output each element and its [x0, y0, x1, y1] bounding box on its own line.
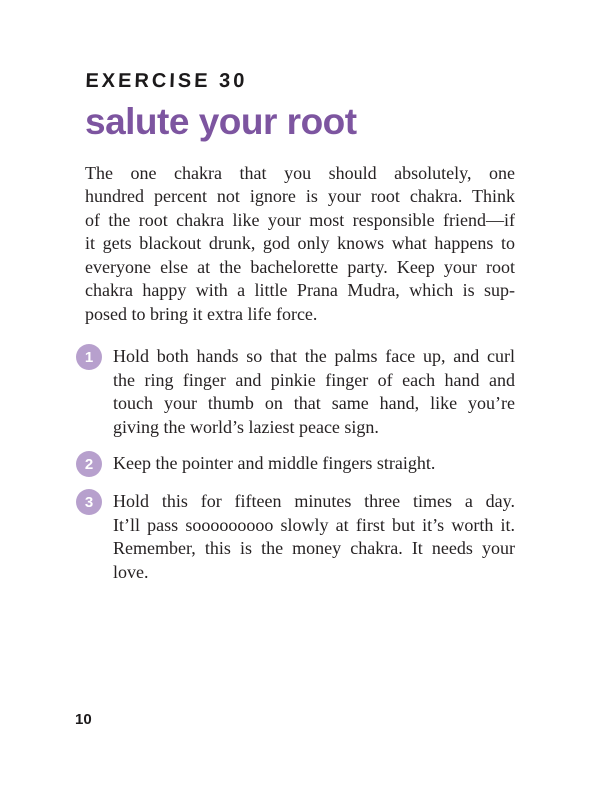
page-title: salute your root [85, 101, 357, 142]
step-line: giving the world’s laziest peace sign. [113, 416, 379, 437]
step-line: Hold both hands so that the palms face up, and curl [113, 346, 515, 367]
step-line: Remember, this is the money chakra. It needs your [113, 538, 515, 559]
intro-line: posed to bring it extra life force. [85, 303, 318, 324]
intro-line: chakra happy with a little Prana Mudra, which is sup- [85, 280, 515, 301]
step-line: It’ll pass sooooooooo slowly at first but it’s worth it. [113, 514, 515, 535]
step-number-badge [76, 451, 102, 477]
step-line: love. [113, 561, 149, 582]
step-number: 3 [84, 493, 94, 511]
step-item-1 [76, 345, 515, 439]
intro-line: hundred percent not ignore is your root chakra. Think [85, 186, 515, 207]
step-number-badge [76, 344, 102, 370]
page-number: 10 [75, 711, 92, 728]
step-text [113, 452, 515, 476]
step-item-2 [76, 452, 515, 477]
intro-line: The one chakra that you should absolutely, one [85, 162, 515, 183]
step-number: 1 [84, 348, 94, 366]
step-line: Hold this for fifteen minutes three times a day. [113, 491, 515, 512]
intro-line: of the root chakra like your most responsible friend—if [85, 209, 515, 230]
step-number: 2 [84, 455, 94, 473]
steps-list [76, 345, 515, 584]
step-text [113, 345, 515, 439]
intro-line: everyone else at the bachelorette party. Keep your root [85, 256, 515, 277]
step-line: touch your thumb on that same hand, like you’re [113, 393, 515, 414]
page-content [85, 0, 515, 597]
exercise-kicker: EXERCISE 30 [85, 70, 248, 92]
step-item-3 [76, 490, 515, 584]
step-line: the ring finger and pinkie finger of each hand and [113, 369, 515, 390]
intro-line: it gets blackout drunk, god only knows what happens to [85, 233, 515, 254]
step-number-badge [76, 489, 102, 515]
step-line: Keep the pointer and middle fingers straight. [113, 453, 436, 474]
step-text [113, 490, 515, 584]
intro-paragraph [85, 162, 515, 327]
